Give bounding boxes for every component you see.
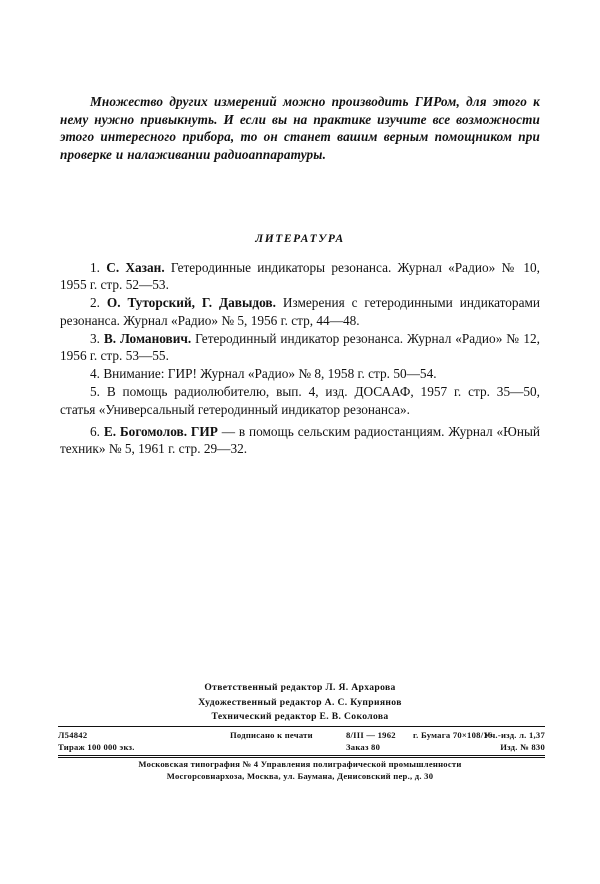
entry-author: С. Хазан. xyxy=(106,260,165,275)
imprint-block xyxy=(58,726,545,758)
closing-paragraph: Множество других измерений можно производить ГИРом, для этого к нему нужно привыкнуть. И если вы на практике изучите все возможности этого интересного прибора, то он станет вашим верным помощником при проверке и налаживании радиоаппаратуры. xyxy=(60,94,540,162)
order-number: Заказ 80 xyxy=(346,742,381,753)
catalog-number: Л54842 xyxy=(58,729,88,740)
entry-author: О. Туторский, Г. Давыдов. xyxy=(106,295,276,311)
bibliography-entry xyxy=(60,365,540,382)
entry-number: 6. xyxy=(90,424,100,440)
entry-text: Гетеродинный индикатор резонанса. Журнал «Радио» № 12, 1956 г. стр. 53—55. xyxy=(60,330,541,364)
bibliography-entry xyxy=(60,294,540,329)
entry-text: Внимание: ГИР! Журнал «Радио» № 8, 1958 г. стр. 50—54. xyxy=(103,366,437,382)
entry-number: 1. xyxy=(90,260,100,275)
entry-author: В. Ломанович. xyxy=(103,330,192,346)
editor-line: Технический редактор Е. В. Соколова xyxy=(211,711,389,722)
print-run: Тираж 100 000 экз. xyxy=(58,742,135,753)
imprint-row xyxy=(58,741,545,754)
paper-format: г. Бумага 70×108/16 xyxy=(413,729,493,740)
imprint-details xyxy=(58,727,545,755)
printer-line: Мосгорсовнархоза, Москва, ул. Баумана, Денисовский пер., д. 30 xyxy=(166,771,434,782)
imprint-rule-bottom-thick xyxy=(58,755,545,756)
bibliography-entry xyxy=(60,330,540,365)
bibliography-entry xyxy=(60,383,540,418)
signed-date: 8/III — 1962 xyxy=(346,729,396,740)
editor-line: Художественный редактор А. С. Куприянов xyxy=(198,696,402,708)
sheet-count: Уч.-изд. л. 1,37 xyxy=(483,729,545,740)
entry-text: Гетеродинные индикаторы резонанса. Журнал «Радио» № 10, 1955 г. стр. 52—53. xyxy=(60,260,540,293)
entry-text: В помощь радиолюбителю, вып. 4, изд. ДОСААФ, 1957 г. стр. 35—50, статья «Универсальный гетеродинный индикатор резонанса». xyxy=(60,384,541,417)
bibliography-entry xyxy=(60,423,540,458)
bibliography-list xyxy=(60,259,540,458)
entry-text: Измерения с гетеродинными индикаторами резонанса. Журнал «Радио» № 5, 1956 г. стр, 44—48. xyxy=(60,295,540,328)
bibliography-heading: ЛИТЕРАТУРА xyxy=(255,233,345,245)
printer-line: Московская типография № 4 Управления полиграфической промышленности xyxy=(138,759,462,769)
printer-block xyxy=(0,758,600,783)
entry-number: 5. xyxy=(90,384,100,400)
imprint-row xyxy=(58,729,545,742)
editor-line: Ответственный редактор Л. Я. Архарова xyxy=(204,682,396,693)
edition-number: Изд. № 830 xyxy=(500,742,545,753)
signed-label: Подписано к печати xyxy=(230,729,313,740)
entry-number: 2. xyxy=(90,295,100,311)
entry-text: — в помощь сельским радиостанциям. Журнал «Юный техник» № 5, 1961 г. стр. 29—32. xyxy=(60,424,541,457)
editors-block xyxy=(0,681,600,725)
entry-author: Е. Богомолов. ГИР xyxy=(103,424,218,440)
bibliography-entry xyxy=(60,259,540,294)
entry-number: 3. xyxy=(90,330,100,346)
entry-number: 4. xyxy=(90,366,100,382)
